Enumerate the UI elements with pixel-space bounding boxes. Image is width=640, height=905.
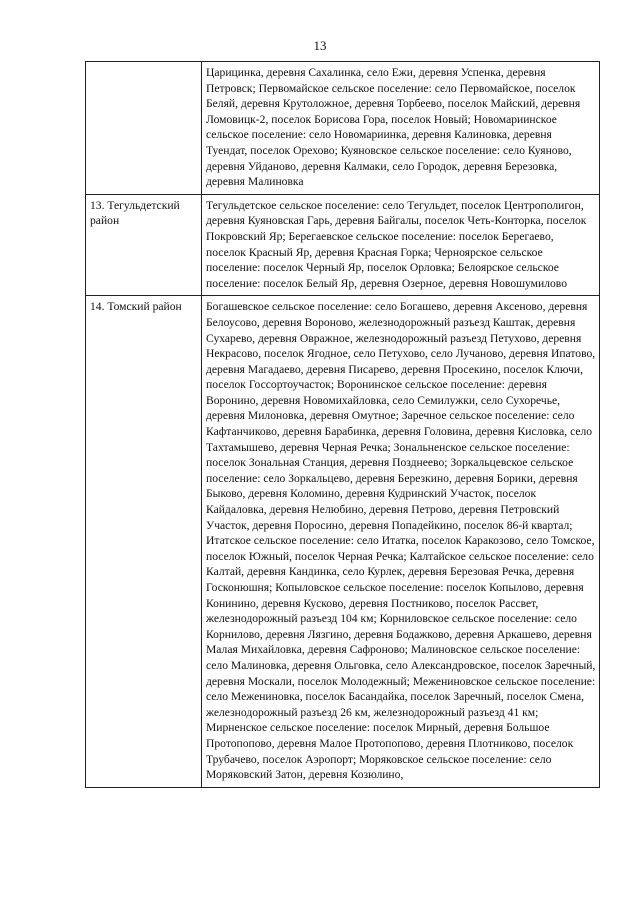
settlements-table xyxy=(85,61,600,788)
settlements-cell: Богашевское сельское поселение: село Богашево, деревня Аксеново, деревня Белоусово, деревня Вороново, железнодорожный разъезд Каштак, деревня Сухарево, деревня Овражное, железнодорожный разъезд Петухово, деревня Некрасово, поселок Ягодное, село Петухово, село Лучаново, деревня Ипатово, деревня Магадаево, деревня Писарево, деревня Просекино, поселок Ключи, поселок Госсортоучасток; Воронинское сельское поселение: деревня Воронино, деревня Новомихайловка, село Семилужки, село Сухоречье, деревня Милоновка, деревня Омутное; Заречное сельское поселение: село Кафтанчиково, деревня Барабинка, деревня Головина, деревня Кисловка, село Тахтамышево, деревня Черная Речка; Зональненское сельское поселение: поселок Зональная Станция, деревня Позднеево; Зоркальцевское сельское поселение: село Зоркальцево, деревня Березкино, деревня Борики, деревня Быково, деревня Коломино, деревня Кудринский Участок, поселок Кайдаловка, деревня Нелюбино, деревня Петрово, деревня Петровский Участок, деревня Поросино, деревня Попадейкино, поселок 86-й квартал; Итатское сельское поселение: село Итатка, поселок Каракозово, село Томское, поселок Южный, поселок Черная Речка; Калтайское сельское поселение: село Калтай, деревня Кандинка, село Курлек, деревня Березовая Речка, деревня Госконюшня; Копыловское сельское поселение: поселок Копылово, деревня Конинино, деревня Кусково, деревня Постниково, поселок Рассвет, железнодорожный разъезд 104 км; Корниловское сельское поселение: село Корнилово, деревня Лязгино, деревня Бодажково, деревня Аркашево, деревня Малая Михайловка, деревня Сафроново; Малиновское сельское поселение: село Малиновка, деревня Ольговка, село Александровское, поселок Заречный, деревня Москали, поселок Молодежный; Межениновское сельское поселение: село Межениновка, поселок Басандайка, поселок Заречный, поселок Смена, железнодорожный разъезд 26 км, железнодорожный разъезд 41 км; Мирненское сельское поселение: поселок Мирный, деревня Большое Протопопово, деревня Малое Протопопово, деревня Плотниково, поселок Трубачево, поселок Аэропорт; Моряковское сельское поселение: село Моряковский Затон, деревня Козюлино, xyxy=(202,296,600,787)
settlements-cell: Царицинка, деревня Сахалинка, село Ежи, деревня Успенка, деревня Петровск; Первомайское сельское поселение: село Первомайское, поселок Беляй, деревня Крутоложное, деревня Торбеево, поселок Майский, деревня Ломовицк-2, поселок Борисова Гора, поселок Новый; Новомариинское сельское поселение: село Новомариинка, деревня Калиновка, деревня Туендат, поселок Орехово; Куяновское сельское поселение: село Куяново, деревня Уйданово, деревня Калмаки, село Городок, деревня Березовка, деревня Малиновка xyxy=(202,62,600,195)
page-number: 13 xyxy=(313,38,327,53)
table-row xyxy=(86,194,600,296)
settlements-cell: Тегульдетское сельское поселение: село Тегульдет, поселок Центрополигон, деревня Куяновская Гарь, деревня Байгалы, поселок Четь-Конторка, поселок Покровский Яр; Берегаевское сельское поселение: поселок Берегаево, поселок Красный Яр, деревня Красная Горка; Черноярское сельское поселение: поселок Черный Яр, поселок Орловка; Белоярское сельское поселение: поселок Белый Яр, деревня Озерное, деревня Новошумилово xyxy=(202,194,600,296)
district-cell: 14. Томский район xyxy=(86,296,202,787)
district-cell: 13. Тегульдетский район xyxy=(86,194,202,296)
table-row xyxy=(86,62,600,195)
district-cell xyxy=(86,62,202,195)
table-row xyxy=(86,296,600,787)
